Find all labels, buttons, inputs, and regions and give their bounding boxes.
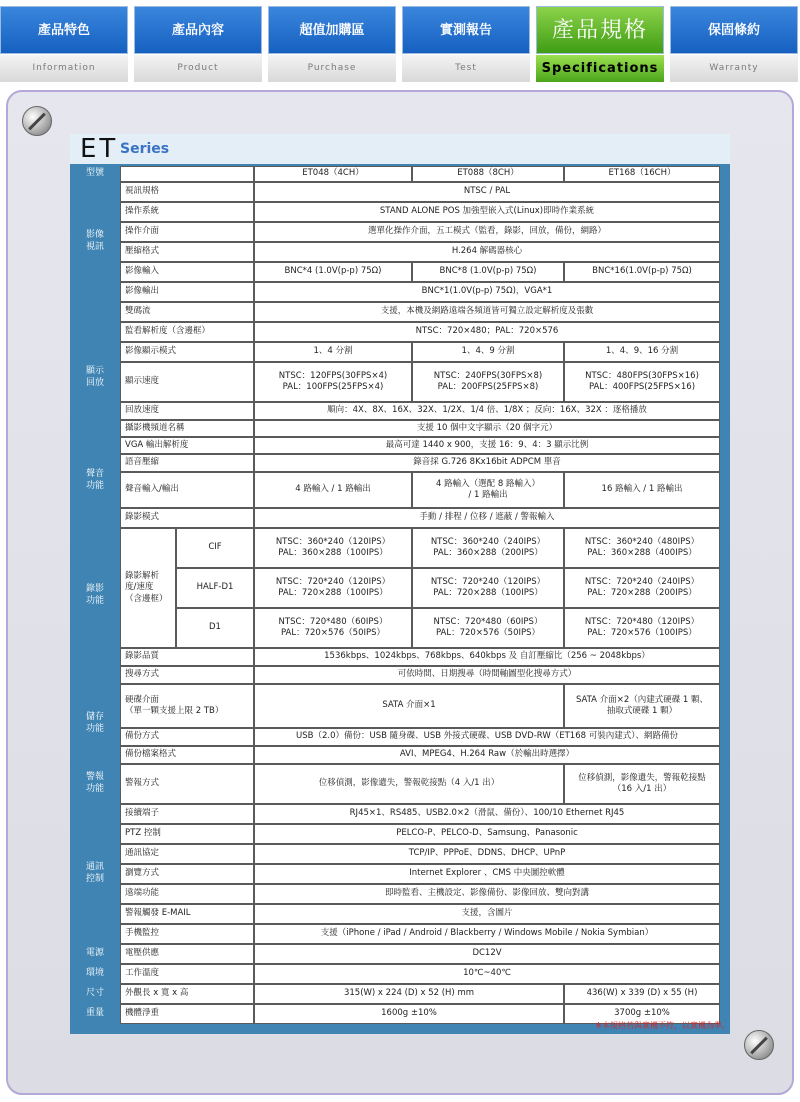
disclaimer-note: ※本規格若與實機不符，以實機為準。 <box>595 1021 730 1030</box>
record-category: 錄影 功能 <box>70 508 120 684</box>
audio-io-c: 16 路輸入 / 1 路輸出 <box>564 472 720 508</box>
tab-purchase[interactable] <box>268 6 396 82</box>
ptz-label: PTZ 控制 <box>120 824 254 844</box>
audio-format-label: 語音壓縮 <box>120 454 254 472</box>
search-label: 搜尋方式 <box>120 666 254 684</box>
cif-label: CIF <box>176 528 254 568</box>
video-category: 影像 視訊 <box>70 182 120 302</box>
os-value: STAND ALONE POS 加強型嵌入式(Linux)即時作業系統 <box>254 202 720 222</box>
tab-product-label: 產品內容 <box>134 6 262 54</box>
display-speed-c: NTSC：480FPS(30FPS×16) PAL：400FPS(25FPS×16) <box>564 362 720 402</box>
dual-stream-label: 雙碼流 <box>120 302 254 322</box>
browser-label: 瀏覽方式 <box>120 864 254 884</box>
audio-format-value: 錄音採 G.726 8Kx16bit ADPCM 單音 <box>254 454 720 472</box>
power-category: 電源 <box>70 944 120 964</box>
compression-value: H.264 解碼器核心 <box>254 242 720 262</box>
tab-information[interactable] <box>0 6 128 82</box>
mobile-label: 手機監控 <box>120 924 254 944</box>
display-speed-b: NTSC：240FPS(30FPS×8) PAL：200FPS(25FPS×8) <box>412 362 564 402</box>
spec-sheet <box>70 134 730 1034</box>
protocol-value: TCP/IP、PPPoE、DDNS、DHCP、UPnP <box>254 844 720 864</box>
tab-product[interactable] <box>134 6 262 82</box>
email-label: 警報觸發 E-MAIL <box>120 904 254 924</box>
dual-stream-value: 支援，本機及網路遠端各頻道皆可獨立設定解析度及張數 <box>254 302 720 322</box>
half-d1-c: NTSC：720*240（240IPS） PAL：720×288（200IPS） <box>564 568 720 608</box>
remote-label: 遠端功能 <box>120 884 254 904</box>
backup-format-label: 備份檔案格式 <box>120 746 254 764</box>
half-d1-label: HALF-D1 <box>176 568 254 608</box>
series-subtitle: Series <box>120 141 170 157</box>
hdd-label: 硬碟介面 （單一顆支援上限 2 TB） <box>120 684 254 728</box>
tab-test-label: 實測報告 <box>402 6 530 54</box>
tab-purchase-sub: Purchase <box>268 55 396 82</box>
cif-c: NTSC：360*240（480IPS） PAL：360×288（400IPS） <box>564 528 720 568</box>
power-value: DC12V <box>254 944 720 964</box>
tab-warranty-label: 保固條約 <box>670 6 798 54</box>
tab-warranty-sub: Warranty <box>670 55 798 82</box>
tab-information-label: 產品特色 <box>0 6 128 54</box>
alarm-label: 警報方式 <box>120 764 254 804</box>
alarm-c: 位移偵測，影像遺失，警報乾接點 （16 入/1 出） <box>564 764 720 804</box>
tab-information-sub: Information <box>0 55 128 82</box>
email-value: 支援，含圖片 <box>254 904 720 924</box>
protocol-label: 通訊協定 <box>120 844 254 864</box>
model-category: 型號 <box>70 166 120 182</box>
display-speed-label: 顯示速度 <box>120 362 254 402</box>
search-value: 可依時間、日期搜尋（時間軸圖型化搜尋方式） <box>254 666 720 684</box>
video-in-label: 影像輸入 <box>120 262 254 282</box>
video-out-value: BNC*1(1.0V(p-p) 75Ω)，VGA*1 <box>254 282 720 302</box>
half-d1-b: NTSC：720*240（120IPS） PAL：720×288（100IPS） <box>412 568 564 608</box>
sheet-title-bar <box>70 134 730 164</box>
ptz-value: PELCO-P、PELCO-D、Samsung、Panasonic <box>254 824 720 844</box>
cif-a: NTSC：360*240（120IPS） PAL：360×288（100IPS） <box>254 528 412 568</box>
network-category: 通訊 控制 <box>70 804 120 944</box>
model-et088: ET088（8CH） <box>412 166 564 182</box>
env-value: 10℃~40℃ <box>254 964 720 984</box>
size-ab: 315(W) x 224 (D) x 52 (H) mm <box>254 984 564 1004</box>
power-label: 電壓供應 <box>120 944 254 964</box>
weight-label: 機體淨重 <box>120 1004 254 1024</box>
video-out-label: 影像輸出 <box>120 282 254 302</box>
backup-value: USB（2.0）備份：USB 隨身碟、USB 外接式硬碟、USB DVD-RW（ET168 可裝內建式）、網路備份 <box>254 728 720 746</box>
vga-res-value: 最高可達 1440 x 900，支援 16：9、4：3 顯示比例 <box>254 437 720 454</box>
display-mode-a: 1、4 分割 <box>254 342 412 362</box>
model-et048: ET048（4CH） <box>254 166 412 182</box>
backup-format-value: AVI、MPEG4、H.264 Raw（於輸出時選擇） <box>254 746 720 764</box>
ports-value: RJ45×1、RS485、USB2.0×2（滑鼠、備份）、100/10 Ethernet RJ45 <box>254 804 720 824</box>
record-mode-value: 手動 / 排程 / 位移 / 遮蔽 / 警報輸入 <box>254 508 720 528</box>
playback-speed-label: 回放速度 <box>120 402 254 420</box>
size-label: 外觀長 x 寬 x 高 <box>120 984 254 1004</box>
ui-label: 操作介面 <box>120 222 254 242</box>
tab-purchase-label: 超值加購區 <box>268 6 396 54</box>
mobile-value: 支援（iPhone / iPad / Android / Blackberry / Windows Mobile / Nokia Symbian） <box>254 924 720 944</box>
channel-name-value: 支援 10 個中文字顯示（20 個字元） <box>254 420 720 437</box>
d1-a: NTSC：720*480（60IPS） PAL：720×576（50IPS） <box>254 608 412 648</box>
video-standard-label: 視訊規格 <box>120 182 254 202</box>
env-label: 工作溫度 <box>120 964 254 984</box>
weight-category: 重量 <box>70 1004 120 1024</box>
video-in-b: BNC*8 (1.0V(p-p) 75Ω) <box>412 262 564 282</box>
playback-speed-value: 順向：4X、8X、16X、32X、1/2X、1/4 倍、1/8X ；反向：16X、32X ：逐格播放 <box>254 402 720 420</box>
storage-category: 儲存 功能 <box>70 684 120 764</box>
backup-label: 備份方式 <box>120 728 254 746</box>
hdd-ab: SATA 介面×1 <box>254 684 564 728</box>
alarm-category: 警報 功能 <box>70 764 120 804</box>
tab-specifications[interactable] <box>536 6 664 82</box>
env-category: 環境 <box>70 964 120 984</box>
video-in-a: BNC*4 (1.0V(p-p) 75Ω) <box>254 262 412 282</box>
screw-top-left-icon <box>22 106 52 136</box>
display-mode-b: 1、4、9 分割 <box>412 342 564 362</box>
tab-specifications-sub: Specifications <box>536 55 664 82</box>
display-category: 顯示 回放 <box>70 302 120 454</box>
tab-specifications-label: 產品規格 <box>536 6 664 54</box>
display-mode-c: 1、4、9、16 分割 <box>564 342 720 362</box>
model-blank <box>120 166 254 182</box>
weight-ab: 1600g ±10% <box>254 1004 564 1024</box>
display-speed-a: NTSC：120FPS(30FPS×4) PAL：100FPS(25FPS×4) <box>254 362 412 402</box>
d1-c: NTSC：720*480（120IPS） PAL：720×576（100IPS） <box>564 608 720 648</box>
screw-bottom-right-icon <box>744 1030 774 1060</box>
record-mode-label: 錄影模式 <box>120 508 254 528</box>
half-d1-a: NTSC：720*240（120IPS） PAL：720×288（100IPS） <box>254 568 412 608</box>
remote-value: 即時監看、主機設定、影像備份、影像回放、雙向對講 <box>254 884 720 904</box>
os-label: 操作系統 <box>120 202 254 222</box>
model-et168: ET168（16CH） <box>564 166 720 182</box>
monitor-res-label: 監看解析度（含邊框） <box>120 322 254 342</box>
audio-category: 聲音 功能 <box>70 454 120 508</box>
tab-warranty[interactable] <box>670 6 798 82</box>
channel-name-label: 攝影機頻道名稱 <box>120 420 254 437</box>
browser-value: Internet Explorer 、CMS 中央圖控軟體 <box>254 864 720 884</box>
compression-label: 壓縮格式 <box>120 242 254 262</box>
size-category: 尺寸 <box>70 984 120 1004</box>
video-standard-value: NTSC / PAL <box>254 182 720 202</box>
display-mode-label: 影像顯示模式 <box>120 342 254 362</box>
audio-io-label: 聲音輸入/輸出 <box>120 472 254 508</box>
top-navigation <box>0 0 800 82</box>
tab-test[interactable] <box>402 6 530 82</box>
hdd-c: SATA 介面×2（內建式硬碟 1 顆、 抽取式硬碟 1 顆） <box>564 684 720 728</box>
ui-value: 選單化操作介面，五工模式（監看，錄影，回放，備份，網路） <box>254 222 720 242</box>
cif-b: NTSC：360*240（240IPS） PAL：360×288（200IPS） <box>412 528 564 568</box>
record-res-label: 錄影解析 度/速度 （含邊框） <box>120 528 176 648</box>
ports-label: 接續端子 <box>120 804 254 824</box>
video-in-c: BNC*16(1.0V(p-p) 75Ω) <box>564 262 720 282</box>
tab-product-sub: Product <box>134 55 262 82</box>
series-title: ET <box>80 134 119 164</box>
weight-c: 3700g ±10% <box>564 1004 720 1024</box>
size-c: 436(W) x 339 (D) x 55 (H) <box>564 984 720 1004</box>
monitor-res-value: NTSC：720×480；PAL：720×576 <box>254 322 720 342</box>
alarm-ab: 位移偵測，影像遺失，警報乾接點（4 入/1 出） <box>254 764 564 804</box>
audio-io-a: 4 路輸入 / 1 路輸出 <box>254 472 412 508</box>
d1-b: NTSC：720*480（60IPS） PAL：720×576（50IPS） <box>412 608 564 648</box>
quality-label: 錄影品質 <box>120 648 254 666</box>
vga-res-label: VGA 輸出解析度 <box>120 437 254 454</box>
quality-value: 1536kbps、1024kbps、768kbps、640kbps 及 自訂壓縮比（256 ~ 2048kbps） <box>254 648 720 666</box>
d1-label: D1 <box>176 608 254 648</box>
tab-test-sub: Test <box>402 55 530 82</box>
audio-io-b: 4 路輸入（選配 8 路輸入） / 1 路輸出 <box>412 472 564 508</box>
